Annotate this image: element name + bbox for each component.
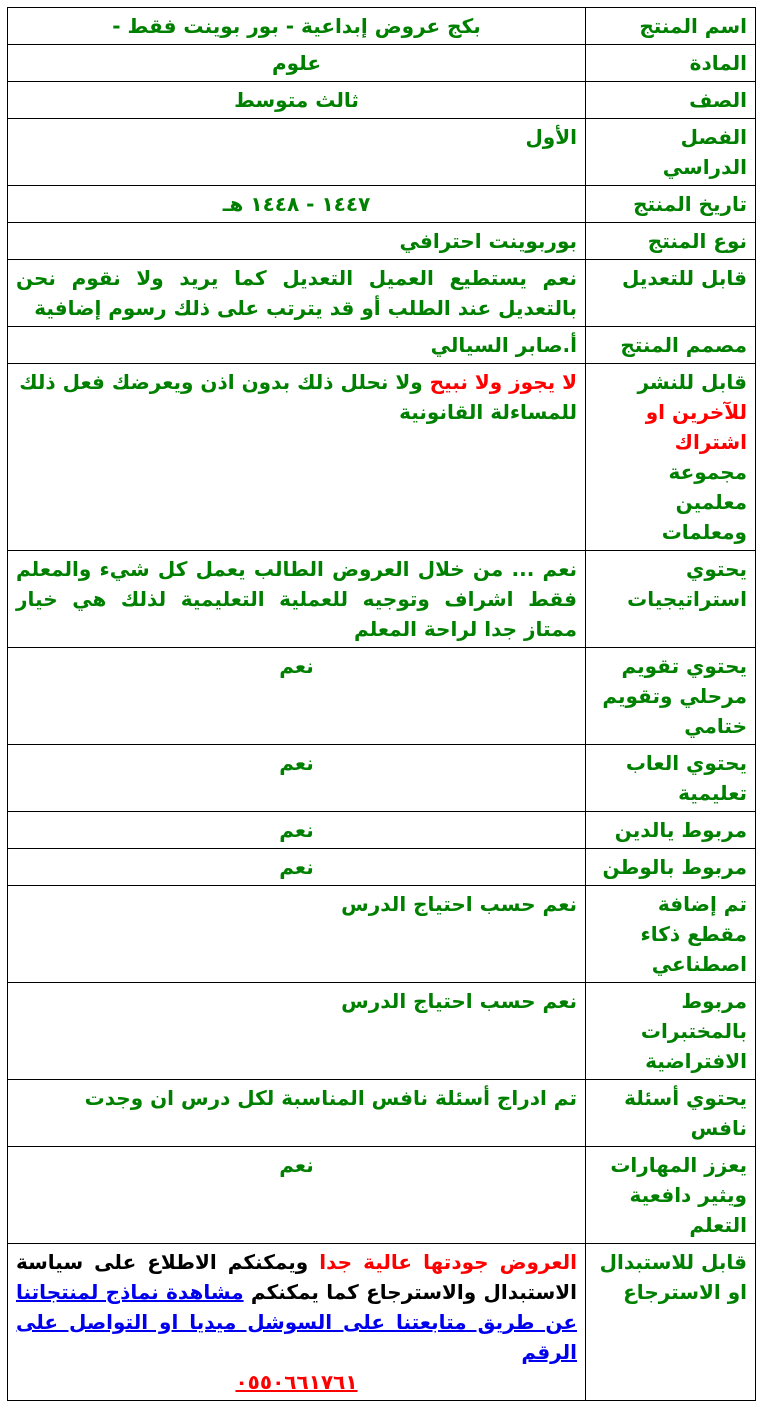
product-date-value-segment-0: ١٤٤٧ - ١٤٤٨ هـ — [222, 192, 371, 216]
row-value-product-name — [8, 8, 586, 45]
phone-number-link-wrap — [16, 1367, 577, 1397]
row-label-refund-policy — [586, 1244, 756, 1401]
row-value-nation-linked — [8, 849, 586, 886]
semester-label-segment-0: الفصل الدراسي — [662, 125, 747, 179]
row-value-educational-games — [8, 745, 586, 812]
row-label-nafis-questions — [586, 1080, 756, 1147]
row-label-skills-motivation — [586, 1147, 756, 1244]
row-value-virtual-labs — [8, 983, 586, 1080]
educational-games-value-segment-0: نعم — [279, 751, 314, 775]
row-value-nafis-questions — [8, 1080, 586, 1147]
religion-linked-label-segment-0: مربوط يالدين — [614, 818, 747, 842]
product-table-body — [8, 8, 756, 1401]
row-label-product-name — [586, 8, 756, 45]
row-label-product-type — [586, 223, 756, 260]
nation-linked-label-segment-0: مربوط بالوطن — [602, 855, 747, 879]
table-row-designer — [8, 327, 756, 364]
virtual-labs-value-segment-0: نعم حسب احتياج الدرس — [341, 989, 577, 1013]
row-label-publishable — [586, 364, 756, 551]
row-label-religion-linked — [586, 812, 756, 849]
table-row-publishable — [8, 364, 756, 551]
publishable-value-segment-1: ولا نحلل ذلك بدون اذن ويعرضك فعل ذلك للمساءلة القانونية — [19, 370, 577, 424]
row-value-product-date — [8, 186, 586, 223]
refund-policy-value-segment-1: ويمكنكم الاطلاع على سياسة الاستبدال والاسترجاع كما يمكنكم — [16, 1250, 577, 1304]
nation-linked-value-segment-0: نعم — [279, 855, 314, 879]
row-label-nation-linked — [586, 849, 756, 886]
table-row-evaluation — [8, 648, 756, 745]
table-row-religion-linked — [8, 812, 756, 849]
evaluation-label-segment-0: يحتوي تقويم مرحلي وتقويم ختامي — [602, 654, 747, 738]
semester-value-segment-0: الأول — [525, 125, 577, 149]
ai-clip-label-segment-0: تم إضافة مقطع ذكاء اصطناعي — [640, 892, 747, 976]
publishable-label-segment-1: للآخرين او اشتراك — [645, 400, 747, 454]
virtual-labs-label-segment-0: مربوط بالمختبرات الافتراضية — [640, 989, 747, 1073]
row-label-product-date — [586, 186, 756, 223]
product-name-value-segment-0: بكج عروض إبداعية - بور بوينت فقط - — [112, 14, 481, 38]
row-label-grade — [586, 82, 756, 119]
row-value-product-type — [8, 223, 586, 260]
publishable-label-segment-0: قابل للنشر — [637, 370, 747, 394]
row-value-designer — [8, 327, 586, 364]
grade-label-segment-0: الصف — [689, 88, 747, 112]
educational-games-label-segment-0: يحتوي العاب تعليمية — [625, 751, 747, 805]
refund-policy-value-segment-0: العروض جودتها عالية جدا — [308, 1250, 577, 1274]
nafis-questions-value-segment-0: تم ادراج أسئلة نافس المناسبة لكل درس ان وجدت — [84, 1086, 577, 1110]
row-value-grade — [8, 82, 586, 119]
table-row-grade — [8, 82, 756, 119]
editable-value-segment-0: نعم يستطيع العميل التعديل كما يريد ولا نقوم نحن بالتعديل عند الطلب أو قد يترتب على ذلك رسوم إضافية — [16, 266, 577, 320]
row-label-ai-clip — [586, 886, 756, 983]
product-type-label-segment-0: نوع المنتج — [647, 229, 747, 253]
strategies-value-segment-0: نعم ... من خلال العروض الطالب يعمل كل شيء والمعلم فقط اشراف وتوجيه للعملية التعليمية لذلك هي خيار ممتاز جدا لراحة المعلم — [16, 557, 577, 641]
row-value-editable — [8, 260, 586, 327]
product-date-label-segment-0: تاريخ المنتج — [633, 192, 747, 216]
table-row-editable — [8, 260, 756, 327]
subject-label-segment-0: المادة — [689, 51, 747, 75]
skills-motivation-label-segment-0: يعزز المهارات ويثير دافعية التعلم — [610, 1153, 747, 1237]
publishable-value-segment-0: لا يجوز ولا نبيح — [422, 370, 577, 394]
table-row-semester — [8, 119, 756, 186]
row-label-designer — [586, 327, 756, 364]
table-row-product-name — [8, 8, 756, 45]
row-value-strategies — [8, 551, 586, 648]
social-media-link[interactable]: مشاهدة نماذج لمنتجاتنا عن طريق متابعتنا على السوشل ميديا او التواصل على الرقم — [16, 1280, 577, 1364]
row-value-publishable — [8, 364, 586, 551]
religion-linked-value-segment-0: نعم — [279, 818, 314, 842]
table-row-nation-linked — [8, 849, 756, 886]
table-row-educational-games — [8, 745, 756, 812]
refund-policy-label-segment-0: قابل للاستبدال او الاسترجاع — [599, 1250, 747, 1304]
strategies-label-segment-0: يحتوي استراتيجيات — [627, 557, 747, 611]
row-label-editable — [586, 260, 756, 327]
table-row-skills-motivation — [8, 1147, 756, 1244]
row-label-evaluation — [586, 648, 756, 745]
row-label-virtual-labs — [586, 983, 756, 1080]
table-row-product-date — [8, 186, 756, 223]
nafis-questions-label-segment-0: يحتوي أسئلة نافس — [624, 1086, 747, 1140]
table-row-ai-clip — [8, 886, 756, 983]
product-type-value-segment-0: بوربوينت احترافي — [399, 229, 577, 253]
designer-value-segment-0: أ.صابر السيالي — [430, 333, 577, 357]
editable-label-segment-0: قابل للتعديل — [622, 266, 747, 290]
row-value-subject — [8, 45, 586, 82]
row-value-religion-linked — [8, 812, 586, 849]
ai-clip-value-segment-0: نعم حسب احتياج الدرس — [341, 892, 577, 916]
row-label-semester — [586, 119, 756, 186]
table-row-nafis-questions — [8, 1080, 756, 1147]
row-value-skills-motivation — [8, 1147, 586, 1244]
table-row-virtual-labs — [8, 983, 756, 1080]
row-value-refund-policy — [8, 1244, 586, 1401]
table-row-refund-policy — [8, 1244, 756, 1401]
row-label-subject — [586, 45, 756, 82]
product-name-label-segment-0: اسم المنتج — [639, 14, 747, 38]
table-row-strategies — [8, 551, 756, 648]
skills-motivation-value-segment-0: نعم — [279, 1153, 314, 1177]
row-label-strategies — [586, 551, 756, 648]
table-row-product-type — [8, 223, 756, 260]
publishable-label-segment-2: مجموعة معلمين ومعلمات — [661, 460, 747, 544]
designer-label-segment-0: مصمم المنتج — [620, 333, 747, 357]
product-spec-table — [7, 7, 756, 1401]
table-row-subject — [8, 45, 756, 82]
evaluation-value-segment-0: نعم — [279, 654, 314, 678]
row-value-evaluation — [8, 648, 586, 745]
subject-value-segment-0: علوم — [271, 51, 322, 75]
phone-number-link[interactable]: ٠٥٥٠٦٦١٧٦١ — [235, 1370, 358, 1394]
grade-value-segment-0: ثالث متوسط — [234, 88, 359, 112]
row-value-ai-clip — [8, 886, 586, 983]
row-value-semester — [8, 119, 586, 186]
row-label-educational-games — [586, 745, 756, 812]
